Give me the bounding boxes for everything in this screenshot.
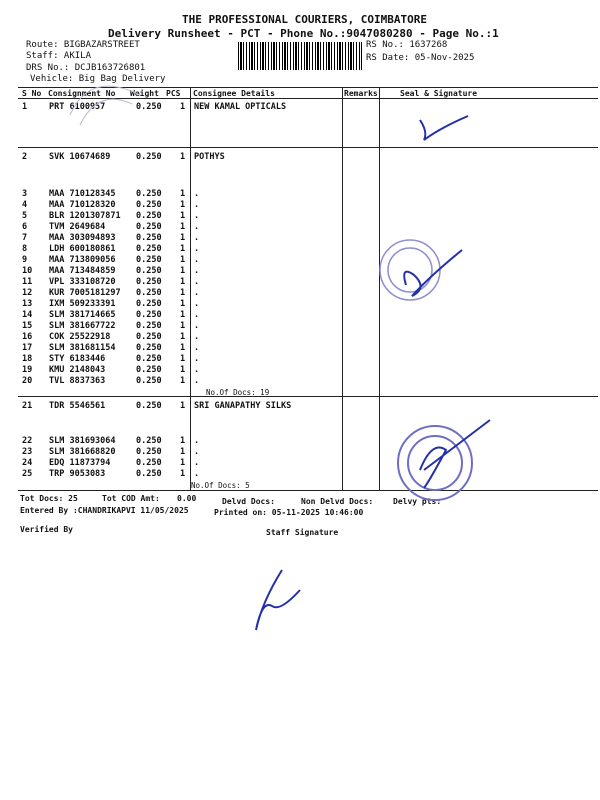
round-stamp: [380, 240, 440, 300]
table-row: 15 SLM 381667722 0.250 1 .: [22, 321, 200, 331]
round-stamp: [398, 426, 472, 500]
rs-date: RS Date: 05-Nov-2025: [366, 53, 475, 63]
table-row: 22 SLM 381693064 0.250 1 .: [22, 436, 200, 446]
table-row: 2 SVK 10674689 0.250 1 POTHYS: [22, 152, 225, 162]
table-row: 13 IXM 509233391 0.250 1 .: [22, 299, 200, 309]
tot-docs: Tot Docs: 25: [20, 494, 78, 503]
table-row: 6 TVM 2649684 0.250 1 .: [22, 222, 200, 232]
table-row: 9 MAA 713809056 0.250 1 .: [22, 255, 200, 265]
table-row: 24 EDQ 11873794 0.250 1 .: [22, 458, 200, 468]
company-name: THE PROFESSIONAL COURIERS, COIMBATORE: [182, 13, 428, 26]
delvd-docs: Delvd Docs:: [222, 497, 275, 506]
faint-stamp: [70, 86, 140, 125]
table-row: 5 BLR 1201307871 0.250 1 .: [22, 211, 200, 221]
table-row: 8 LDH 600180861 0.250 1 .: [22, 244, 200, 254]
signature: [420, 420, 490, 488]
verified-by: Verified By: [20, 525, 73, 534]
table-row: 25 TRP 9053083 0.250 1 .: [22, 469, 200, 479]
table-row: 19 KMU 2148043 0.250 1 .: [22, 365, 200, 375]
table-row: 20 TVL 8837363 0.250 1 .: [22, 376, 200, 386]
table-row: 16 COK 25522918 0.250 1 .: [22, 332, 200, 342]
staff-label: Staff: AKILA: [26, 51, 92, 61]
route-label: Route: BIGBAZARSTREET: [26, 40, 140, 50]
printed-on: Printed on: 05-11-2025 10:46:00: [214, 508, 364, 517]
col-weight: Weight: [130, 89, 159, 98]
col-remarks: Remarks: [344, 89, 378, 98]
table-row: 11 VPL 333108720 0.250 1 .: [22, 277, 200, 287]
col-seal: Seal & Signature: [400, 89, 478, 98]
runsheet-title: Delivery Runsheet - PCT - Phone No.:9047080280 - Page No.:1: [108, 27, 499, 40]
table-row: 7 MAA 303094893 0.250 1 .: [22, 233, 200, 243]
staff-signature-label: Staff Signature: [266, 528, 339, 537]
table-row: 1 PRT 6100957 0.250 1 NEW KAMAL OPTICALS: [22, 102, 287, 112]
vehicle-label: Vehicle: Big Bag Delivery: [30, 74, 166, 84]
table-row: 21 TDR 5546561 0.250 1 SRI GANAPATHY SILKS: [22, 401, 292, 411]
rs-number: RS No.: 1637268: [366, 40, 448, 50]
table-row: 12 KUR 7005181297 0.250 1 .: [22, 288, 200, 298]
tot-cod-label: Tot COD Amt:: [102, 494, 160, 503]
table-row: 3 MAA 710128345 0.250 1 .: [22, 189, 200, 199]
col-consignment: Consignment No: [48, 89, 116, 98]
drs-number: DRS No.: DCJB163726801: [26, 63, 146, 73]
non-delvd-docs: Non Delvd Docs:: [301, 497, 374, 506]
table-row: 10 MAA 713484859 0.250 1 .: [22, 266, 200, 276]
entered-by: Entered By :CHANDRIKAPVI 11/05/2025: [20, 506, 189, 515]
signature: [256, 570, 300, 630]
docs-count: No.Of Docs: 19: [206, 388, 270, 397]
col-consignee: Consignee Details: [193, 89, 275, 98]
col-sno: S No: [22, 89, 42, 98]
delvy-pts: Delvy pts:: [393, 497, 442, 506]
signature: [420, 116, 468, 140]
table-row: 23 SLM 381668820 0.250 1 .: [22, 447, 200, 457]
docs-count: No.Of Docs: 5: [191, 481, 250, 490]
table-row: 14 SLM 381714665 0.250 1 .: [22, 310, 200, 320]
table-row: 18 STY 6183446 0.250 1 .: [22, 354, 200, 364]
col-pcs: PCS: [166, 89, 181, 98]
table-row: 17 SLM 381681154 0.250 1 .: [22, 343, 200, 353]
tot-cod-amount: 0.00: [177, 494, 197, 503]
table-row: 4 MAA 710128320 0.250 1 .: [22, 200, 200, 210]
